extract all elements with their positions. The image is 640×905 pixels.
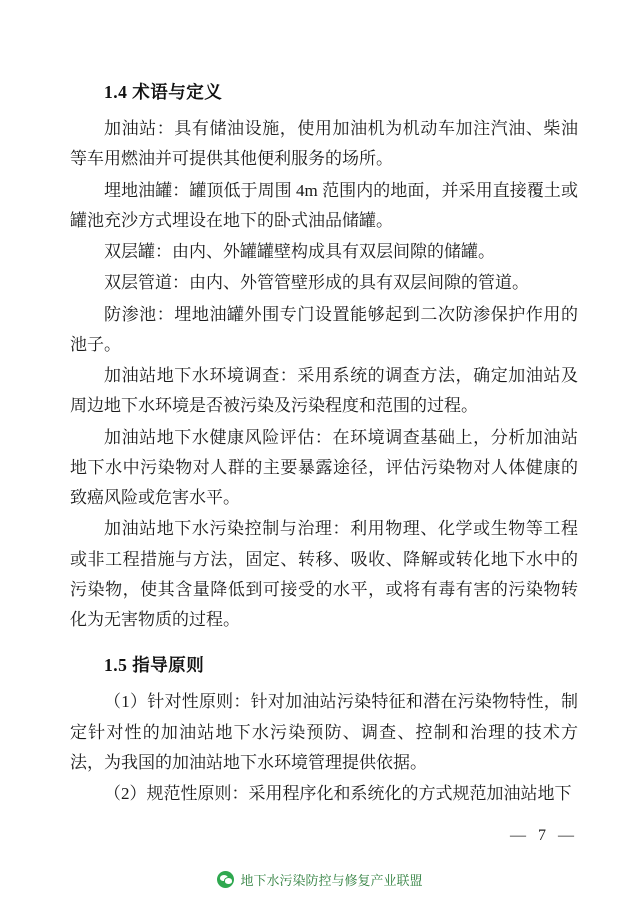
page-number: — 7 — [510, 827, 578, 844]
paragraph-double-wall-pipe: 双层管道：由内、外管管壁形成的具有双层间隙的管道。 [104, 273, 529, 293]
paragraph-anti-seepage-pool: 防渗池：埋地油罐外围专门设置能够起到二次防渗保护作用的池子。 [70, 304, 578, 354]
paragraph-principle-2: （2）规范性原则：采用程序化和系统化的方式规范加油站地下 [104, 784, 572, 803]
paragraph-principle-1: （1）针对性原则：针对加油站污染特征和潜在污染物特性，制定针对性的加油站地下水污染预防、调查、控制和治理的技术方法，为我国的加油站地下水环境管理提供依据。 [70, 692, 578, 772]
paragraph-pollution-control: 加油站地下水污染控制与治理：利用物理、化学或生物等工程或非工程措施与方法，固定、转移、吸收、降解或转化地下水中的污染物，使其含量降低到可接受的水平，或将有毒有害的污染物转化为无害物质的过程。 [70, 519, 578, 629]
paragraph-groundwater-survey: 加油站地下水环境调查：采用系统的调查方法，确定加油站及周边地下水环境是否被污染及污染程度和范围的过程。 [70, 366, 578, 416]
wechat-account-name: 地下水污染防控与修复产业联盟 [240, 872, 423, 888]
section-heading-1-4: 1.4 术语与定义 [104, 82, 223, 102]
paragraph-double-wall-tank: 双层罐：由内、外罐罐壁构成具有双层间隙的储罐。 [104, 242, 495, 261]
paragraph-health-risk-assessment: 加油站地下水健康风险评估：在环境调查基础上，分析加油站地下水中污染物对人群的主要暴露途径，评估污染物对人体健康的致癌风险或危害水平。 [70, 427, 578, 507]
paragraph-gas-station: 加油站：具有储油设施，使用加油机为机动车加注汽油、柴油等车用燃油并可提供其他便利服务的场所。 [70, 119, 578, 169]
paragraph-buried-tank: 埋地油罐：罐顶低于周围 4m 范围内的地面，并采用直接覆土或罐池充沙方式埋设在地下的卧式油品储罐。 [70, 180, 578, 230]
section-heading-1-5: 1.5 指导原则 [104, 655, 205, 676]
wechat-icon [217, 871, 234, 888]
footer-bar [0, 852, 640, 905]
wechat-account-chip [217, 870, 422, 889]
